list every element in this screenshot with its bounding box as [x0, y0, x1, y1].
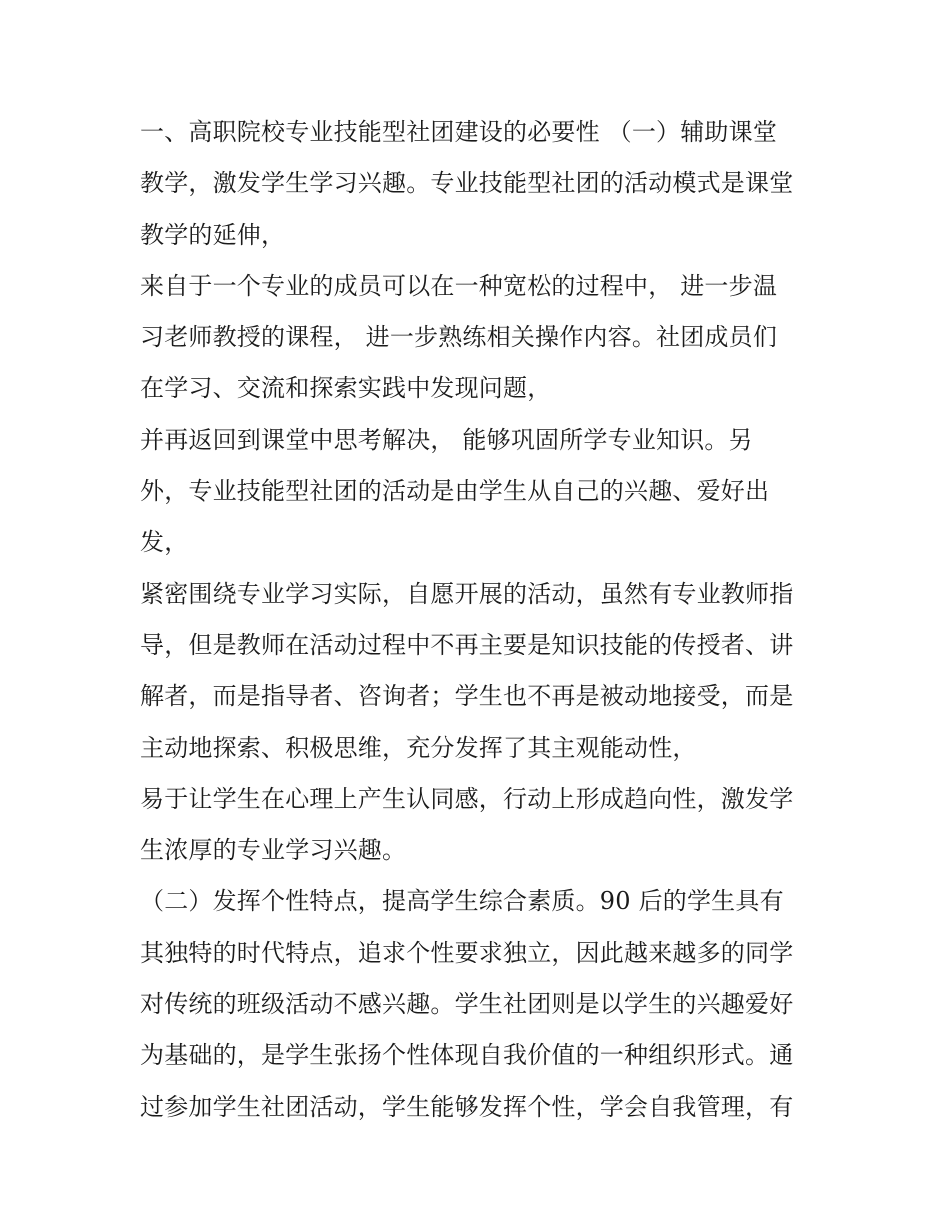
text-line: 其独特的时代特点，追求个性要求独立，因此越来越多的同学 [140, 938, 794, 967]
text-line: 并再返回到课堂中思考解决， 能够巩固所学专业知识。另 [140, 425, 753, 454]
text-line: （二）发挥个性特点，提高学生综合素质。90 后的学生具有 [140, 887, 784, 916]
text-line: 紧密围绕专业学习实际，自愿开展的活动，虽然有专业教师指 [140, 579, 794, 608]
text-line: 解者，而是指导者、咨询者；学生也不再是被动地接受，而是 [140, 682, 794, 711]
text-line: 主动地探索、积极思维，充分发挥了其主观能动性， [140, 733, 697, 762]
text-line: 外，专业技能型社团的活动是由学生从自己的兴趣、爱好出 [140, 477, 770, 506]
text-line: 过参加学生社团活动，学生能够发挥个性，学会自我管理，有 [140, 1092, 794, 1121]
text-line: 教学的延伸， [140, 220, 286, 249]
text-line: 习老师教授的课程， 进一步熟练相关操作内容。社团成员们 [140, 323, 778, 352]
text-line: 发， [140, 528, 189, 557]
text-line: 易于让学生在心理上产生认同感，行动上形成趋向性，激发学 [140, 784, 794, 813]
text-line: 生浓厚的专业学习兴趣。 [140, 836, 407, 865]
text-line: 对传统的班级活动不感兴趣。学生社团则是以学生的兴趣爱好 [140, 990, 794, 1019]
text-line: 教学，激发学生学习兴趣。专业技能型社团的活动模式是课堂 [140, 169, 794, 198]
text-line: 在学习、交流和探索实践中发现问题， [140, 374, 552, 403]
text-line: 来自于一个专业的成员可以在一种宽松的过程中， 进一步温 [140, 271, 778, 300]
text-line: 导，但是教师在活动过程中不再主要是知识技能的传授者、讲 [140, 630, 794, 659]
text-line: 一、高职院校专业技能型社团建设的必要性 （一）辅助课堂 [140, 118, 778, 146]
text-line: 为基础的，是学生张扬个性体现自我价值的一种组织形式。通 [140, 1041, 794, 1070]
document-body [140, 107, 820, 1133]
